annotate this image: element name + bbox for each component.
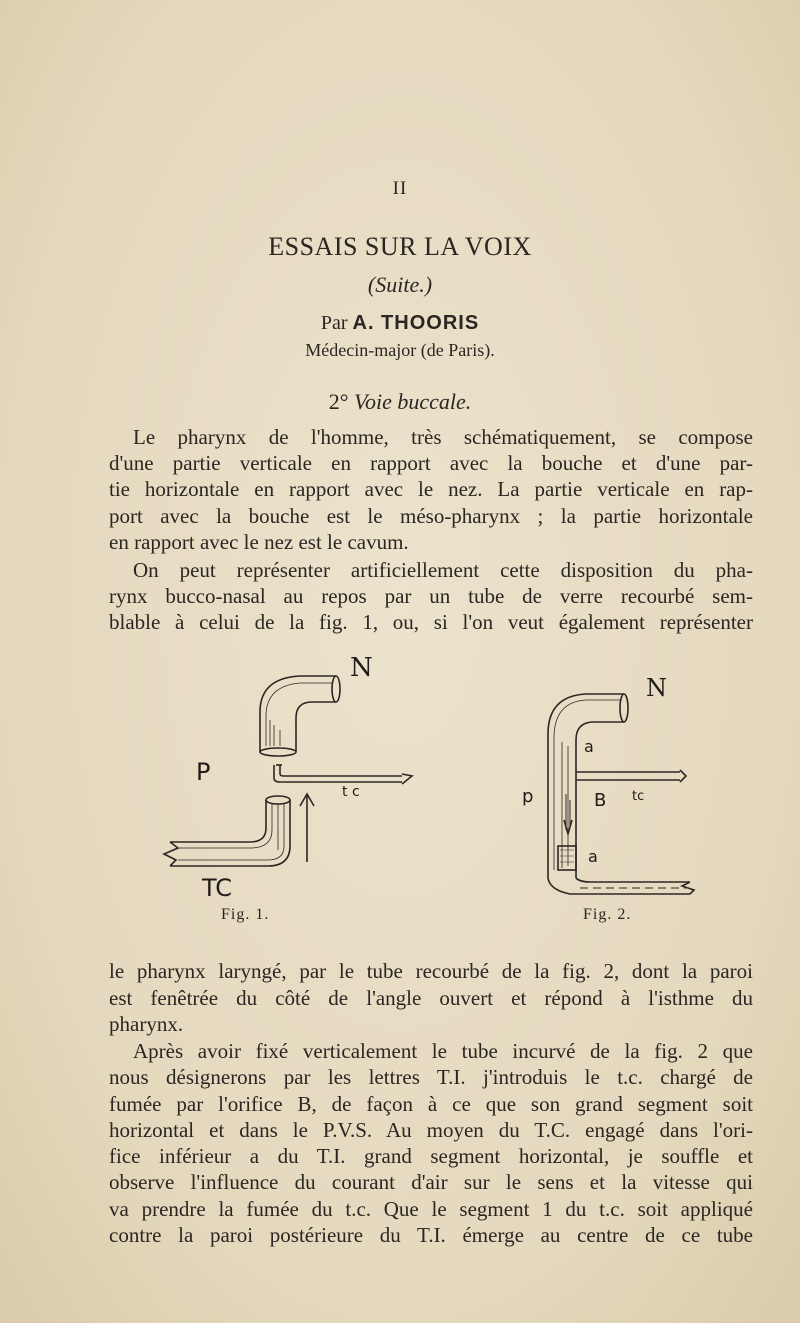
article-subtitle: (Suite.): [367, 272, 433, 297]
text-line: fumée par l'orifice B, de façon à ce que son grand segment soit: [109, 1091, 753, 1116]
text-line: contre la paroi postérieure du T.I. émerge au centre de ce tube: [109, 1223, 753, 1248]
paragraph-2: [109, 557, 753, 636]
fig1-upper-elbow-tube: [260, 676, 340, 756]
text-line: rynx bucco-nasal au repos par un tube de verre recourbé sem-: [109, 584, 753, 609]
text-line: en rapport avec le nez est le cavum.: [109, 529, 409, 554]
text-line: blable à celui de la fig. 1, ou, si l'on veut également représenter: [109, 610, 753, 635]
text-line: tie horizontale en rapport avec le nez. La partie verticale en rap-: [109, 477, 753, 502]
fig2-label-N: N: [646, 674, 667, 702]
section-heading: [0, 389, 800, 415]
text-line: Après avoir fixé verticalement le tube incurvé de la fig. 2 que: [133, 1039, 753, 1063]
section-title: Voie buccale.: [354, 389, 472, 414]
fig1-label-N: N: [350, 653, 373, 683]
text-line: va prendre la fumée du t.c. Que le segment 1 du t.c. soit appliqué: [109, 1196, 753, 1221]
fig2-label-a-bottom: a: [588, 847, 598, 866]
text-line: port avec la bouche est le méso-pharynx ; la partie horizontale: [109, 503, 753, 528]
figure-2-caption: Fig. 2.: [583, 906, 632, 923]
paragraph-1: [109, 424, 753, 555]
figure-1-caption: Fig. 1.: [221, 906, 270, 923]
text-line: fice inférieur a du T.I. grand segment horizontal, je souffle et: [109, 1144, 753, 1169]
fig2-label-p: p: [522, 786, 534, 807]
fig2-label-a-top: a: [584, 737, 594, 756]
fig2-label-B: B: [594, 790, 607, 811]
author-affiliation: Médecin-major (de Paris).: [305, 340, 495, 360]
text-line: d'une partie verticale en rapport avec la bouche et d'une par-: [109, 451, 753, 476]
author-name: A. THOORIS: [352, 312, 480, 334]
fig1-label-tc: t c: [342, 784, 360, 800]
fig2-label-tc: tc: [632, 789, 645, 804]
text-line: est fenêtrée du côté de l'angle ouvert et répond à l'isthme du: [109, 985, 753, 1010]
article-title: ESSAIS SUR LA VOIX: [268, 232, 532, 261]
text-line: le pharynx laryngé, par le tube recourbé de la fig. 2, dont la paroi: [109, 959, 753, 983]
fig2-curved-tube: [548, 694, 694, 894]
text-line: horizontal et dans le P.V.S. Au moyen du T.C. engagé dans l'ori-: [109, 1117, 753, 1142]
fig1-thin-tube: [274, 765, 412, 784]
fig1-lower-elbow-tube: [164, 796, 290, 866]
text-line: On peut représenter artificiellement cette disposition du pha-: [133, 558, 753, 582]
author-prefix: Par: [320, 312, 348, 334]
section-number: 2°: [328, 389, 349, 414]
figures-illustration: [150, 650, 710, 940]
text-line: pharynx.: [109, 1012, 184, 1036]
paragraph-4: [109, 1038, 753, 1248]
fig1-arrow: [300, 794, 314, 862]
fig1-label-P: P: [196, 758, 211, 786]
text-line: observe l'influence du courant d'air sur le sens et la vitesse qui: [109, 1170, 753, 1195]
paragraph-3: [109, 958, 753, 1038]
fig1-label-TC: TC: [202, 874, 233, 902]
chapter-number: II: [392, 178, 408, 199]
text-line: Le pharynx de l'homme, très schématiquement, se compose: [133, 425, 753, 449]
author-line: [0, 312, 800, 335]
text-line: nous désignerons par les lettres T.I. j'introduis le t.c. chargé de: [109, 1065, 753, 1090]
